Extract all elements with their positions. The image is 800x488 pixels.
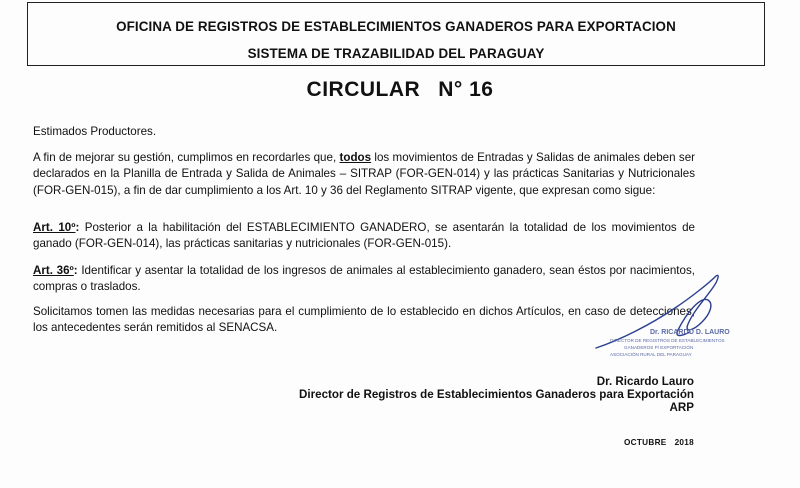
circular-number: N° 16	[438, 78, 494, 101]
stamp-line-4: ASOCIACIÓN RURAL DEL PARAGUAY	[610, 352, 692, 357]
circular-word: CIRCULAR	[306, 78, 421, 101]
header-box	[27, 2, 765, 66]
stamp-line-3: GANADEROS P/ EXPORTACIÓN	[624, 345, 694, 350]
greeting: Estimados Productores.	[33, 125, 157, 138]
article-36-label: Art. 36º	[33, 264, 74, 277]
intro-paragraph	[33, 150, 695, 199]
intro-text-end: los movimientos de Entradas y Salidas de animales deben ser declarados en la Planilla de Entrada y Salida de Animales – SITRAP (FOR-GEN-014) y las prácticas Sanitarias y Nutricionales (FOR-GEN-015), a fin de dar cumplimiento a los Art. 10 y 36 del Reglamento SITRAP vigente, que expresan como sigue:	[33, 151, 695, 197]
signatory-organization: ARP	[669, 401, 694, 414]
stamp-line-2: DIRECTOR DE REGISTROS DE ESTABLECIMIENTOS	[610, 338, 725, 343]
signatory-name: Dr. Ricardo Lauro	[596, 375, 694, 388]
document-date	[624, 438, 694, 447]
intro-text-start: A fin de mejorar su gestión, cumplimos en recordarles que,	[33, 151, 340, 164]
office-title: OFICINA DE REGISTROS DE ESTABLECIMIENTOS GANADEROS PARA EXPORTACION	[116, 19, 676, 34]
signature-stamp	[590, 270, 750, 370]
date-year: 2018	[674, 438, 694, 447]
intro-emphasis: todos	[339, 151, 372, 164]
stamp-line-1: Dr. RICARDO D. LAURO	[650, 329, 730, 336]
article-10-separator: :	[75, 221, 80, 234]
date-month: OCTUBRE	[623, 438, 667, 447]
system-title: SISTEMA DE TRAZABILIDAD DEL PARAGUAY	[247, 46, 545, 61]
circular-title	[0, 78, 800, 102]
article-10-paragraph	[33, 220, 695, 253]
article-10-text: Posterior a la habilitación del ESTABLECIMIENTO GANADERO, se asentarán la totalidad de los movimientos de ganado (FOR-GEN-014), las prácticas sanitarias y nutricionales (FOR-GEN-015).	[33, 221, 695, 251]
article-36-text: Identificar y asentar la totalidad de los ingresos de animales al establecimiento ganadero, sean éstos por nacimientos, compras o traslados.	[33, 264, 695, 294]
signatory-title: Director de Registros de Establecimientos Ganaderos para Exportación	[299, 388, 694, 401]
article-10-label: Art. 10º	[33, 221, 76, 234]
article-36-separator: :	[73, 264, 78, 277]
closing-paragraph: Solicitamos tomen las medidas necesarias para el cumplimiento de lo establecido en dichos Artículos, en caso de detecciones, los antecedentes serán remitidos al SENACSA.	[33, 305, 695, 335]
